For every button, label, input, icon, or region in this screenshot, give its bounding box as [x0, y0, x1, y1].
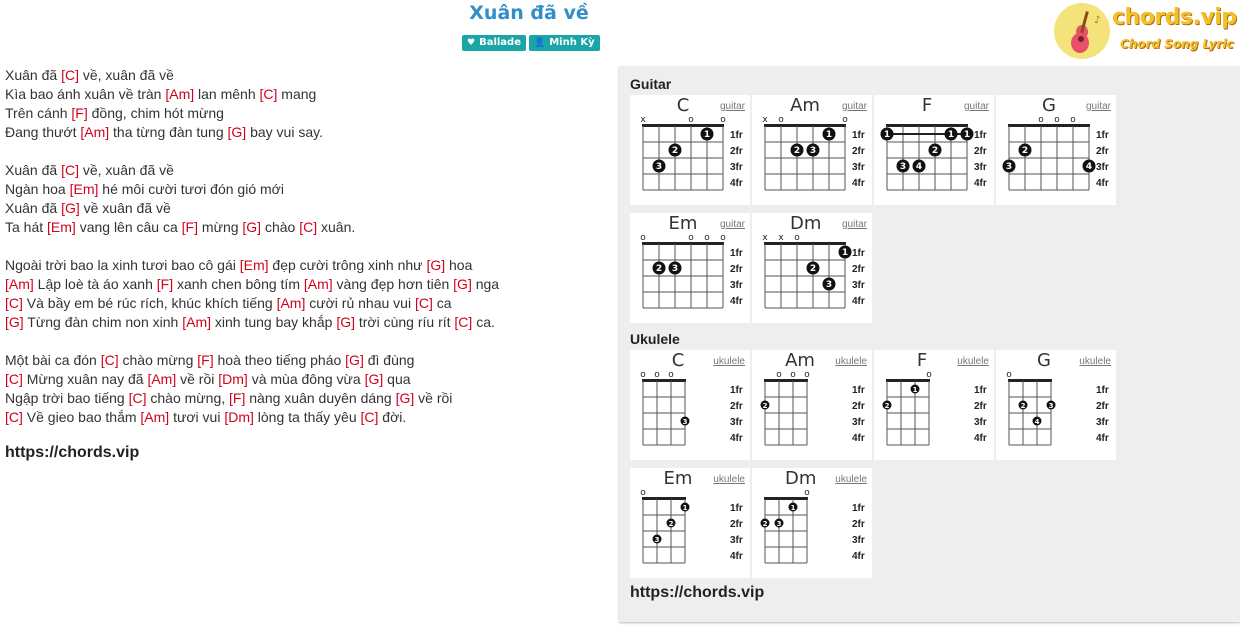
guitar-link[interactable]: guitar: [1085, 101, 1111, 112]
guitar-chord-c[interactable]: [630, 95, 750, 205]
chord-panel: [619, 66, 1240, 622]
lyric-text: Kìa bao ánh xuân về tràn: [5, 86, 166, 102]
inline-chord[interactable]: [Dm]: [224, 409, 254, 425]
lyric-line: [5, 123, 610, 142]
guitar-link[interactable]: guitar: [841, 219, 867, 230]
finger-number: 2: [931, 146, 939, 156]
lyric-text: chào mừng,: [146, 390, 230, 406]
muted-string-mark: x: [640, 115, 646, 125]
fret-label: 2fr: [730, 401, 743, 412]
open-string-mark: o: [1070, 115, 1076, 125]
ukulele-chord-f[interactable]: [874, 350, 994, 460]
open-string-mark: o: [668, 370, 674, 380]
nut: [764, 124, 846, 127]
lyric-text: Trên cánh: [5, 105, 72, 121]
lyric-text: vàng đẹp hơn tiên: [332, 276, 454, 292]
finger-number: 4: [915, 162, 923, 172]
stanza-gap: [5, 332, 610, 351]
inline-chord[interactable]: [Am]: [303, 276, 333, 292]
lyric-text: về, xuân đã về: [78, 67, 174, 83]
fret-label: 4fr: [852, 551, 865, 562]
guitar-chord-em[interactable]: [630, 213, 750, 323]
logo-text: chords.vip: [1112, 5, 1237, 30]
lyric-text: Ngàn hoa: [5, 181, 70, 197]
song-tags: [462, 35, 600, 51]
lyric-text: nàng xuân duyên dáng: [245, 390, 396, 406]
fret-label: 2fr: [974, 146, 987, 157]
nut: [886, 124, 968, 127]
finger-number: 2: [668, 520, 674, 528]
inline-chord[interactable]: [Am]: [80, 124, 110, 140]
lyric-text: qua: [383, 371, 411, 387]
lyric-text: lan mênh: [194, 86, 260, 102]
nut: [1008, 124, 1090, 127]
lyric-line: [5, 389, 610, 408]
open-string-mark: o: [776, 370, 782, 380]
chord-diagram: [630, 95, 750, 205]
fret-label: 4fr: [1096, 433, 1109, 444]
lyric-text: Từng đàn chim non xinh: [23, 314, 183, 330]
fret-label: 4fr: [974, 178, 987, 189]
inline-chord[interactable]: [G]: [395, 390, 415, 406]
lyric-text: về, xuân đã về: [78, 162, 174, 178]
chord-name: G: [1037, 350, 1051, 371]
chord-diagram: [752, 468, 872, 578]
open-string-mark: o: [790, 370, 796, 380]
finger-number: 3: [899, 162, 907, 172]
svg-text:♪: ♪: [1094, 15, 1101, 26]
open-string-mark: o: [654, 370, 660, 380]
inline-chord[interactable]: [C]: [5, 371, 23, 387]
fret-label: 3fr: [852, 280, 865, 291]
finger-number: 3: [682, 418, 688, 426]
fret-label: 3fr: [730, 535, 743, 546]
genre-label: Ballade: [479, 37, 521, 48]
lyric-text: Đang thướt: [5, 124, 81, 140]
lyric-text: ca.: [472, 314, 495, 330]
inline-chord[interactable]: [G]: [426, 257, 446, 273]
inline-chord[interactable]: [C]: [5, 295, 23, 311]
inline-chord[interactable]: [Am]: [165, 86, 195, 102]
lyric-text: nga: [471, 276, 500, 292]
finger-number: 1: [883, 130, 891, 140]
finger-number: 2: [762, 402, 768, 410]
lyric-text: Xuân đã: [5, 162, 62, 178]
chord-diagram: [996, 95, 1116, 205]
fret-label: 1fr: [1096, 130, 1109, 141]
open-string-mark: o: [640, 233, 646, 243]
lyric-text: Lập loè tà áo xanh: [33, 276, 157, 292]
site-logo[interactable]: [1054, 3, 1237, 61]
lyric-line: [5, 408, 610, 427]
lyric-line: [5, 199, 610, 218]
fret-label: 3fr: [852, 535, 865, 546]
lyrics-block: [5, 66, 610, 427]
lyric-text: bay vui say.: [246, 124, 323, 140]
lyric-text: xuân.: [317, 219, 356, 235]
ukulele-link[interactable]: ukulele: [713, 474, 745, 485]
lyric-line: [5, 294, 610, 313]
finger-number: 2: [884, 402, 890, 410]
open-string-mark: o: [688, 233, 694, 243]
ukulele-chord-dm[interactable]: [752, 468, 872, 578]
open-string-mark: o: [804, 370, 810, 380]
chord-diagram: [752, 95, 872, 205]
fret-label: 1fr: [730, 130, 743, 141]
inline-chord[interactable]: [C]: [414, 295, 433, 311]
lyric-line: [5, 275, 610, 294]
fret-label: 3fr: [852, 417, 865, 428]
finger-number: 3: [654, 536, 660, 544]
fret-label: 2fr: [730, 264, 743, 275]
inline-chord[interactable]: [C]: [360, 409, 379, 425]
finger-number: 3: [1048, 402, 1054, 410]
inline-chord[interactable]: [Em]: [47, 219, 76, 235]
fret-label: 1fr: [974, 130, 987, 141]
artist-tag[interactable]: [529, 35, 600, 51]
guitar-link[interactable]: guitar: [841, 101, 867, 112]
artist-label: Minh Kỳ: [549, 37, 595, 48]
fret-label: 4fr: [852, 296, 865, 307]
lyric-text: Và bầy em bé rúc rích, khúc khích tiếng: [22, 295, 277, 311]
fret-label: 3fr: [730, 417, 743, 428]
nut: [642, 124, 724, 127]
fret-label: 4fr: [852, 433, 865, 444]
inline-chord[interactable]: [F]: [229, 390, 246, 406]
lyric-line: [5, 104, 610, 123]
open-string-mark: o: [720, 115, 726, 125]
ukulele-link[interactable]: ukulele: [957, 356, 989, 367]
fret-label: 4fr: [730, 296, 743, 307]
lyric-text: chào mừng: [118, 352, 198, 368]
chord-diagram: [752, 213, 872, 323]
lyric-line: [5, 370, 610, 389]
ukulele-link[interactable]: ukulele: [835, 474, 867, 485]
inline-chord[interactable]: [Am]: [276, 295, 306, 311]
inline-chord[interactable]: [G]: [61, 200, 80, 216]
open-string-mark: o: [778, 115, 784, 125]
fret-label: 4fr: [974, 433, 987, 444]
inline-chord[interactable]: [Dm]: [218, 371, 248, 387]
lyric-text: hoà theo tiếng pháo: [213, 352, 346, 368]
lyric-text: hoa: [445, 257, 473, 273]
logo-tagline: Chord Song Lyric: [1120, 37, 1234, 51]
fret-label: 1fr: [852, 503, 865, 514]
fret-label: 2fr: [852, 519, 865, 530]
inline-chord[interactable]: [C]: [128, 390, 147, 406]
fret-label: 2fr: [852, 401, 865, 412]
chord-diagram: [996, 350, 1116, 460]
chord-name: Em: [668, 213, 698, 234]
inline-chord[interactable]: [G]: [453, 276, 472, 292]
fret-label: 2fr: [1096, 146, 1109, 157]
chord-name: C: [671, 350, 685, 371]
inline-chord[interactable]: [C]: [61, 67, 79, 83]
chord-name: Dm: [785, 468, 817, 489]
finger-number: 1: [912, 386, 918, 394]
open-string-mark: o: [640, 488, 646, 498]
guitar-chord-dm[interactable]: [752, 213, 872, 323]
chord-name: Am: [790, 95, 820, 116]
finger-number: 2: [1021, 146, 1029, 156]
fret-label: 4fr: [852, 178, 865, 189]
chord-diagram: [874, 95, 994, 205]
fret-label: 1fr: [730, 503, 743, 514]
open-string-mark: o: [794, 233, 800, 243]
lyric-text: tha từng đàn tung: [109, 124, 228, 140]
lyric-text: chào: [261, 219, 300, 235]
finger-number: 1: [841, 248, 849, 258]
nut: [642, 379, 686, 382]
person-icon: 👤: [534, 38, 546, 48]
lyric-text: cười rủ nhau vui: [305, 295, 415, 311]
inline-chord[interactable]: [Am]: [182, 314, 211, 330]
guitar-chord-f[interactable]: [874, 95, 994, 205]
inline-chord[interactable]: [C]: [5, 409, 23, 425]
chord-diagram: [752, 350, 872, 460]
lyric-text: về xuân đã về: [79, 200, 171, 216]
ukulele-link[interactable]: ukulele: [713, 356, 745, 367]
inline-chord[interactable]: [G]: [242, 219, 262, 235]
finger-number: 2: [793, 146, 801, 156]
chord-name: F: [921, 95, 933, 116]
inline-chord[interactable]: [Em]: [69, 181, 99, 197]
finger-number: 2: [1020, 402, 1026, 410]
fret-label: 4fr: [730, 178, 743, 189]
inline-chord[interactable]: [G]: [345, 352, 364, 368]
nut: [764, 379, 808, 382]
fret-label: 3fr: [974, 417, 987, 428]
fret-label: 1fr: [1096, 385, 1109, 396]
finger-number: 2: [762, 520, 768, 528]
ukulele-chord-em[interactable]: [630, 468, 750, 578]
lyric-text: Một bài ca đón: [5, 352, 101, 368]
lyric-text: Ngoài trời bao la xinh tươi bao cô gái: [5, 257, 240, 273]
lyric-line: [5, 256, 610, 275]
lyric-text: đì đùng: [363, 352, 415, 368]
inline-chord[interactable]: [Am]: [5, 276, 34, 292]
guitar-link[interactable]: guitar: [963, 101, 989, 112]
fret-label: 2fr: [974, 401, 987, 412]
nut: [642, 497, 686, 500]
guitar-chord-g[interactable]: [996, 95, 1116, 205]
finger-number: 4: [1034, 418, 1040, 426]
inline-chord[interactable]: [C]: [259, 86, 278, 102]
lyric-text: vang lên câu ca: [75, 219, 182, 235]
finger-number: 3: [1005, 162, 1013, 172]
lyric-text: đời.: [378, 409, 407, 425]
lyric-line: [5, 161, 610, 180]
lyric-text: hé môi cười tươi đón gió mới: [98, 181, 284, 197]
inline-chord[interactable]: [F]: [156, 276, 174, 292]
inline-chord[interactable]: [F]: [71, 105, 88, 121]
lyric-text: đẹp cười trông xinh như: [268, 257, 427, 273]
muted-string-mark: x: [762, 115, 768, 125]
fret-label: 3fr: [730, 280, 743, 291]
open-string-mark: o: [804, 488, 810, 498]
panel-url[interactable]: https://chords.vip: [630, 584, 765, 601]
lyric-text: Mừng xuân nay đã: [22, 371, 148, 387]
nut: [886, 379, 930, 382]
fret-label: 3fr: [1096, 417, 1109, 428]
lyric-text: trời cùng ríu rít: [354, 314, 455, 330]
muted-string-mark: x: [778, 233, 784, 243]
lyric-line: [5, 351, 610, 370]
finger-number: 1: [790, 504, 796, 512]
chord-name: F: [916, 350, 928, 371]
open-string-mark: o: [688, 115, 694, 125]
fret-label: 4fr: [730, 433, 743, 444]
chord-name: G: [1042, 95, 1056, 116]
chord-name: Em: [663, 468, 693, 489]
finger-number: 3: [809, 146, 817, 156]
chord-name: Am: [785, 350, 815, 371]
finger-number: 3: [776, 520, 782, 528]
fret-label: 2fr: [730, 519, 743, 530]
chord-diagram: [874, 350, 994, 460]
inline-chord[interactable]: [C]: [61, 162, 79, 178]
open-string-mark: o: [720, 233, 726, 243]
finger-number: 3: [671, 264, 679, 274]
guitar-chord-am[interactable]: [752, 95, 872, 205]
lyric-text: Ngập trời bao tiếng: [5, 390, 129, 406]
inline-chord[interactable]: [C]: [299, 219, 318, 235]
lyric-line: [5, 66, 610, 85]
inline-chord[interactable]: [C]: [454, 314, 473, 330]
muted-string-mark: x: [762, 233, 768, 243]
lyrics-url[interactable]: https://chords.vip: [5, 444, 140, 461]
ukulele-chord-am[interactable]: [752, 350, 872, 460]
lyric-text: về rồi: [414, 390, 453, 406]
guitar-link[interactable]: guitar: [719, 101, 745, 112]
fret-label: 2fr: [1096, 401, 1109, 412]
open-string-mark: o: [926, 370, 932, 380]
inline-chord[interactable]: [F]: [181, 219, 199, 235]
inline-chord[interactable]: [Am]: [140, 409, 170, 425]
open-string-mark: o: [1006, 370, 1012, 380]
finger-number: 3: [825, 280, 833, 290]
fret-label: 3fr: [730, 162, 743, 173]
fret-label: 1fr: [730, 385, 743, 396]
finger-number: 1: [703, 130, 711, 140]
lyric-text: Về gieo bao thắm: [22, 409, 141, 425]
lyric-text: ca: [432, 295, 452, 311]
fret-label: 3fr: [1096, 162, 1109, 173]
inline-chord[interactable]: [F]: [197, 352, 214, 368]
inline-chord[interactable]: [C]: [100, 352, 119, 368]
ukulele-link[interactable]: ukulele: [1079, 356, 1111, 367]
finger-number: 3: [655, 162, 663, 172]
lyric-text: và mùa đông vừa: [247, 371, 365, 387]
inline-chord[interactable]: [G]: [364, 371, 384, 387]
open-string-mark: o: [704, 233, 710, 243]
chord-diagram: [630, 213, 750, 323]
finger-number: 2: [809, 264, 817, 274]
lyric-text: về rồi: [176, 371, 219, 387]
fret-label: 2fr: [730, 146, 743, 157]
guitar-section-label: Guitar: [630, 76, 672, 92]
fret-label: 3fr: [974, 162, 987, 173]
lyric-text: lòng ta thấy yêu: [253, 409, 361, 425]
fret-label: 2fr: [852, 264, 865, 275]
ukulele-link[interactable]: ukulele: [835, 356, 867, 367]
fret-label: 1fr: [852, 385, 865, 396]
inline-chord[interactable]: [G]: [5, 314, 24, 330]
chord-name: Dm: [790, 213, 822, 234]
lyric-text: xinh tung bay khắp: [211, 314, 337, 330]
nut: [764, 497, 808, 500]
chord-diagram: [630, 350, 750, 460]
finger-number: 1: [682, 504, 688, 512]
open-string-mark: o: [640, 370, 646, 380]
finger-number: 2: [655, 264, 663, 274]
lyric-text: Ta hát: [5, 219, 48, 235]
lyric-text: mừng: [198, 219, 243, 235]
finger-number: 1: [825, 130, 833, 140]
lyric-text: xanh chen bông tím: [173, 276, 304, 292]
fret-label: 1fr: [852, 130, 865, 141]
fret-label: 3fr: [852, 162, 865, 173]
open-string-mark: o: [1054, 115, 1060, 125]
inline-chord[interactable]: [G]: [336, 314, 355, 330]
fret-label: 1fr: [852, 248, 865, 259]
chord-diagram: [630, 468, 750, 578]
lyric-text: Xuân đã: [5, 67, 62, 83]
nut: [642, 242, 724, 245]
inline-chord[interactable]: [Em]: [239, 257, 269, 273]
fret-label: 4fr: [730, 551, 743, 562]
nut: [764, 242, 846, 245]
fret-label: 2fr: [852, 146, 865, 157]
genre-tag[interactable]: [462, 35, 526, 51]
finger-number: 4: [1085, 162, 1093, 172]
lyric-text: Xuân đã: [5, 200, 62, 216]
lyric-line: [5, 180, 610, 199]
lyric-line: [5, 85, 610, 104]
lyric-text: tươi vui: [169, 409, 225, 425]
ukulele-chord-g[interactable]: [996, 350, 1116, 460]
ukulele-chord-c[interactable]: [630, 350, 750, 460]
open-string-mark: o: [842, 115, 848, 125]
stanza-gap: [5, 142, 610, 161]
heart-icon: ♥: [467, 38, 476, 48]
inline-chord[interactable]: [G]: [227, 124, 247, 140]
lyric-text: mang: [277, 86, 317, 102]
inline-chord[interactable]: [Am]: [147, 371, 177, 387]
fret-label: 1fr: [974, 385, 987, 396]
nut: [1008, 379, 1052, 382]
lyric-line: [5, 313, 610, 332]
ukulele-section-label: Ukulele: [630, 331, 680, 347]
chord-name: C: [676, 95, 690, 116]
guitar-logo-icon: [1054, 3, 1110, 59]
stanza-gap: [5, 237, 610, 256]
finger-number: 2: [671, 146, 679, 156]
guitar-link[interactable]: guitar: [719, 219, 745, 230]
finger-number: 1: [963, 130, 971, 140]
song-title: Xuân đã về: [469, 2, 589, 24]
fret-label: 4fr: [1096, 178, 1109, 189]
finger-number: 1: [947, 130, 955, 140]
open-string-mark: o: [1038, 115, 1044, 125]
lyric-text: đồng, chim hót mừng: [87, 105, 224, 121]
lyric-line: [5, 218, 610, 237]
fret-label: 1fr: [730, 248, 743, 259]
